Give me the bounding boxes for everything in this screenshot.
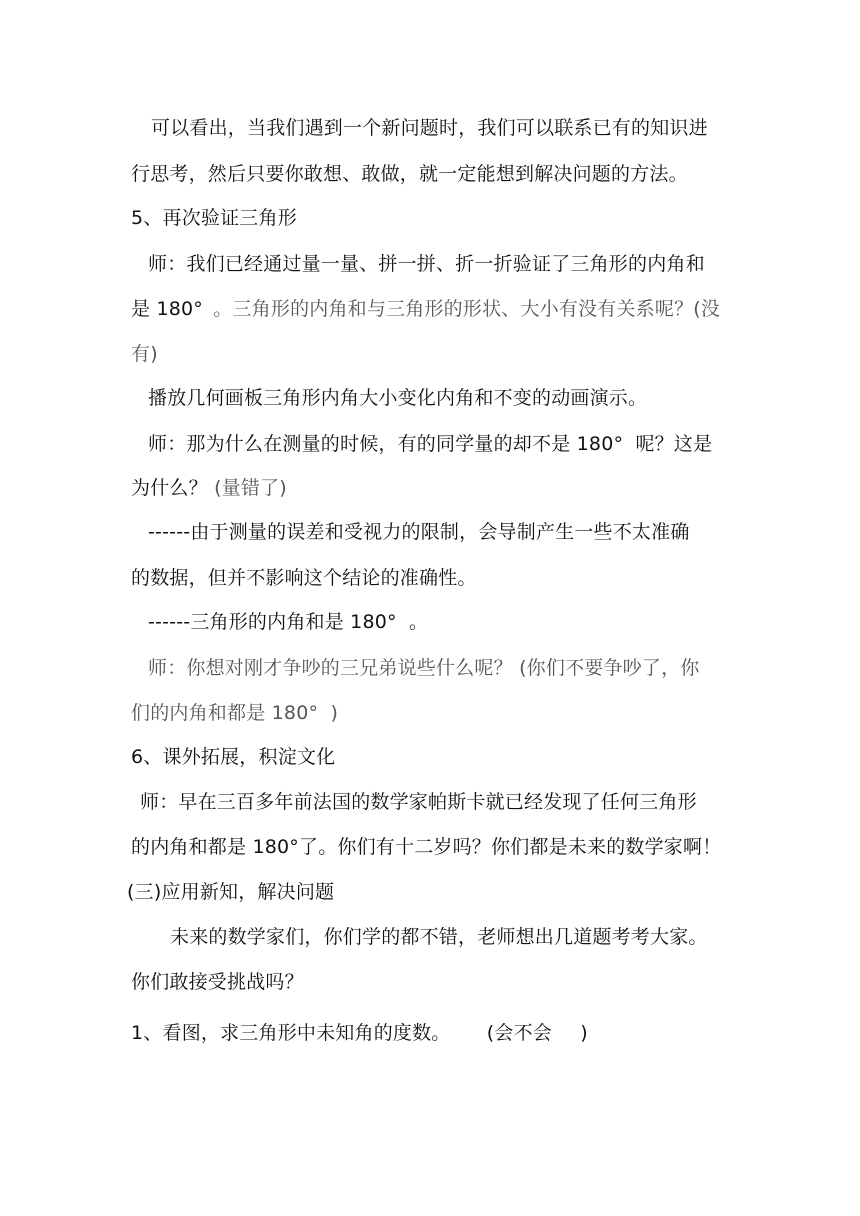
text-segment: 你们敢接受挑战吗？ bbox=[131, 971, 304, 993]
text-segment: 播放几何画板三角形内角大小变化内角和不变的动画演示。 bbox=[148, 387, 648, 409]
paragraph-line bbox=[131, 566, 477, 590]
text-segment: 师：我们已经通过量一量、拼一拼、折一折验证了三角形的内角和 bbox=[148, 253, 705, 275]
paragraph-line bbox=[131, 835, 721, 859]
text-segment: ) bbox=[580, 1022, 588, 1044]
paragraph-line bbox=[148, 252, 705, 276]
paragraph-line bbox=[131, 970, 304, 994]
text-segment: ------由于测量的误差和受视力的限制，会导制产生一些不太准确 bbox=[148, 521, 690, 543]
text-segment: 未来的数学家们，你们学的都不错，老师想出几道题考考大家。 bbox=[170, 926, 708, 948]
paragraph-line bbox=[131, 297, 720, 321]
text-segment: (三)应用新知，解决问题 bbox=[127, 881, 335, 903]
paragraph-line bbox=[131, 162, 688, 186]
paragraph-line bbox=[131, 342, 158, 366]
text-segment: 1、看图，求三角形中未知角的度数。 bbox=[131, 1022, 451, 1044]
text-segment: 是 180° bbox=[131, 298, 204, 320]
text-segment: 师：那为什么在测量的时候，有的同学量的却不是 180° bbox=[148, 433, 624, 455]
section-heading bbox=[131, 206, 297, 230]
text-segment: (你们不要争吵了，你 bbox=[519, 657, 700, 679]
paragraph-line bbox=[148, 432, 712, 456]
paragraph-line bbox=[148, 520, 690, 544]
text-segment: 有) bbox=[131, 343, 158, 365]
exercise-line bbox=[131, 1021, 588, 1045]
paragraph-line bbox=[148, 656, 699, 680]
paragraph-line bbox=[170, 925, 708, 949]
text-segment: 师：你想对刚才争吵的三兄弟说些什么呢？ bbox=[148, 657, 513, 679]
paragraph-line bbox=[151, 116, 708, 140]
text-segment: 的数据，但并不影响这个结论的准确性。 bbox=[131, 567, 477, 589]
text-segment: 的内角和都是 180°了。你们有十二岁吗？你们都是未来的数学家啊！ bbox=[131, 836, 722, 858]
paragraph-line bbox=[131, 476, 287, 500]
paragraph-line bbox=[140, 790, 697, 814]
text-segment: 行思考，然后只要你敢想、敢做，就一定能想到解决问题的方法。 bbox=[131, 163, 688, 185]
section-heading bbox=[131, 745, 335, 769]
text-segment: (会不会 bbox=[486, 1022, 552, 1044]
text-segment: 5、再次验证三角形 bbox=[131, 207, 297, 229]
text-segment: 呢？这是 bbox=[635, 433, 713, 455]
section-heading bbox=[127, 880, 334, 904]
text-segment: 。 bbox=[409, 611, 429, 633]
text-segment: (量错了) bbox=[214, 477, 287, 499]
text-segment: 6、课外拓展，积淀文化 bbox=[131, 746, 336, 768]
text-segment: 。三角形的内角和与三角形的形状、大小有没有关系呢？(没 bbox=[213, 298, 721, 320]
text-segment: 可以看出，当我们遇到一个新问题时，我们可以联系已有的知识进 bbox=[151, 117, 708, 139]
text-segment: 为什么？ bbox=[131, 477, 208, 499]
text-segment: 们的内角和都是 180° bbox=[131, 702, 319, 724]
text-segment: ) bbox=[330, 702, 339, 724]
paragraph-line bbox=[148, 610, 428, 634]
paragraph-line bbox=[148, 386, 647, 410]
paragraph-line bbox=[131, 701, 338, 725]
text-segment: ------三角形的内角和是 180° bbox=[148, 611, 397, 633]
text-segment: 师：早在三百多年前法国的数学家帕斯卡就已经发现了任何三角形 bbox=[140, 791, 697, 813]
